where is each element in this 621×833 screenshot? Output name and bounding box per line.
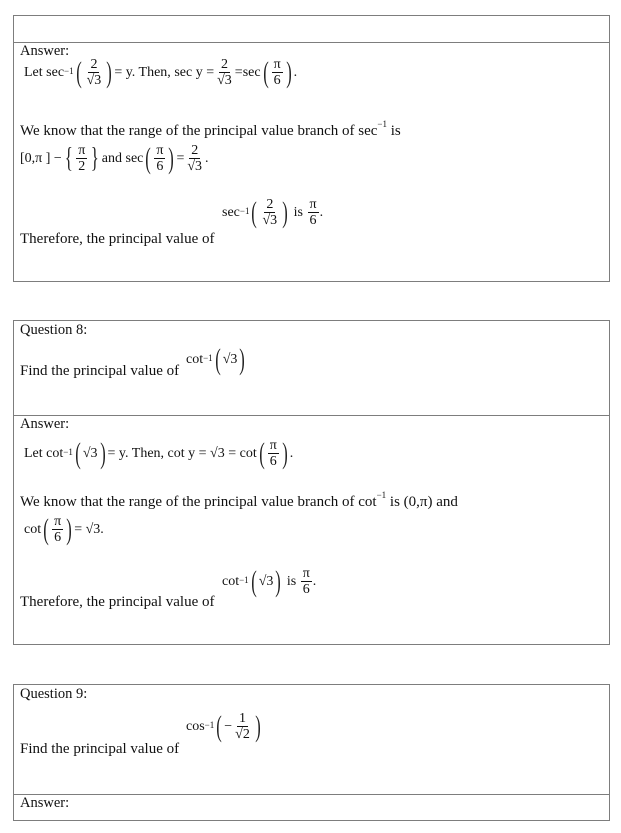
range-text: We know that the range of the principal value branch of sec [20,123,378,139]
left-paren: ( [262,55,269,89]
fraction-pi-over-6: $\frac{\pi}{6}$ [309,197,317,228]
cot-text: cot [24,521,42,537]
inverse-exponent: −1 [64,65,74,76]
fraction-pi-over-6: $\frac{\pi}{6}$ [302,566,310,597]
inverse-exponent: −1 [204,719,215,730]
sec-y-equals: sec y = [174,64,215,80]
question-8-question-cell [14,321,609,415]
therefore-statement [20,594,215,611]
find-text: Find the principal value of [20,363,180,379]
equals-y-then: = y. Then, [114,64,171,80]
period: . [289,445,294,461]
left-paren: ( [250,564,257,598]
let-sec-equation [24,57,297,88]
cos-text: cos [186,718,205,734]
fraction-1-over-sqrt2: $\frac{1}{√2}$ [235,711,250,742]
equals: = [234,64,243,80]
right-brace: } [91,142,100,174]
period: . [293,64,298,80]
answer-label: Answer: [20,43,70,59]
range-is: is [390,123,401,139]
cot-y-equals: cot y = √3 = cot [167,445,257,461]
fraction-2-over-sqrt3: $\frac{2}{√3}$ [262,197,278,228]
fraction-pi-over-2: $\frac{\pi}{2}$ [78,143,86,174]
question-9-answer-cell [14,794,609,821]
equals-sqrt3: = √3. [74,521,104,537]
right-paren: ) [168,141,175,175]
question-9-expression [186,711,263,742]
cot-text: cot [46,445,64,461]
left-paren: ( [258,436,265,470]
and-sec: and sec [101,150,144,166]
cot-text: cot [222,573,240,589]
equals: = [176,150,185,166]
equals-y-then: = y. Then, [107,445,165,461]
fraction-pi-over-6: $\frac{\pi}{6}$ [54,514,62,545]
is-text: is [286,573,297,589]
cot-text: cot [186,352,204,367]
therefore-statement [20,231,215,248]
is-text: is [293,204,303,220]
question-7-answer-cell [14,42,609,282]
left-paren: ( [251,195,258,229]
period: . [319,204,324,220]
question-7-question-cell [14,16,609,42]
sqrt3: √3 [222,352,238,367]
question-9-question-cell [14,685,609,794]
principal-value-result [222,197,323,228]
sec-text: sec [222,204,240,220]
left-paren: ( [43,512,49,546]
find-text: Find the principal value of [20,741,180,757]
therefore-text: Therefore, the principal value of [20,231,215,247]
sec-text: sec [242,64,261,80]
question-9-label: Question 9: [20,686,88,702]
right-paren: ) [255,709,261,743]
right-paren: ) [99,436,106,470]
principal-value-result [222,566,316,597]
inverse-exponent: −1 [377,119,387,129]
therefore-text: Therefore, the principal value of [20,594,215,610]
inverse-exponent: −1 [239,574,249,585]
inverse-exponent: −1 [376,490,387,500]
left-paren: ( [75,55,82,89]
fraction-pi-over-6: $\frac{\pi}{6}$ [269,438,277,469]
right-paren: ) [285,55,292,89]
range-tail: is (0,π) and [389,494,458,510]
fraction-pi-over-6: $\frac{\pi}{6}$ [273,57,281,88]
question-8-box [13,320,610,645]
question-9-box [13,684,610,821]
right-paren: ) [282,195,288,229]
left-paren: ( [214,343,221,376]
range-interval-equation [20,143,209,174]
answer-label: Answer: [20,795,70,811]
answer-label: Answer: [20,416,70,432]
cot-pi-over-6-equation [24,514,104,545]
right-paren: ) [106,55,113,89]
let-text: Let [24,64,43,80]
question-9-prompt [20,741,179,758]
inverse-exponent: −1 [239,205,250,216]
left-paren: ( [145,141,152,175]
inverse-exponent: −1 [203,353,213,363]
range-text: We know that the range of the principal value branch of cot [20,494,377,510]
right-paren: ) [239,343,246,376]
sqrt3: √3 [82,445,98,461]
sqrt3: √3 [258,573,274,589]
range-statement [20,121,401,140]
minus-sign: − [224,718,233,734]
fraction-2-over-sqrt3: $\frac{2}{√3}$ [217,57,232,88]
let-text: Let [24,445,43,461]
left-paren: ( [216,709,222,743]
left-paren: ( [75,436,81,470]
question-7-box [13,15,610,282]
question-8-label: Question 8: [20,322,88,338]
fraction-2-over-sqrt3: $\frac{2}{√3}$ [187,143,203,174]
right-paren: ) [282,436,288,470]
interval: [0,π ] − [20,150,62,166]
period: . [205,150,209,166]
left-brace: { [64,142,73,174]
fraction-2-over-sqrt3: $\frac{2}{√3}$ [86,57,102,88]
fraction-pi-over-6: $\frac{\pi}{6}$ [156,143,164,174]
let-cot-equation [24,438,293,469]
question-8-expression [186,345,247,375]
period: . [312,573,317,589]
question-8-prompt [20,363,179,380]
inverse-exponent: −1 [63,446,73,457]
sec-text: sec [46,64,65,80]
right-paren: ) [66,512,72,546]
question-8-answer-cell [14,415,609,645]
right-paren: ) [275,564,282,598]
range-statement [20,492,458,511]
